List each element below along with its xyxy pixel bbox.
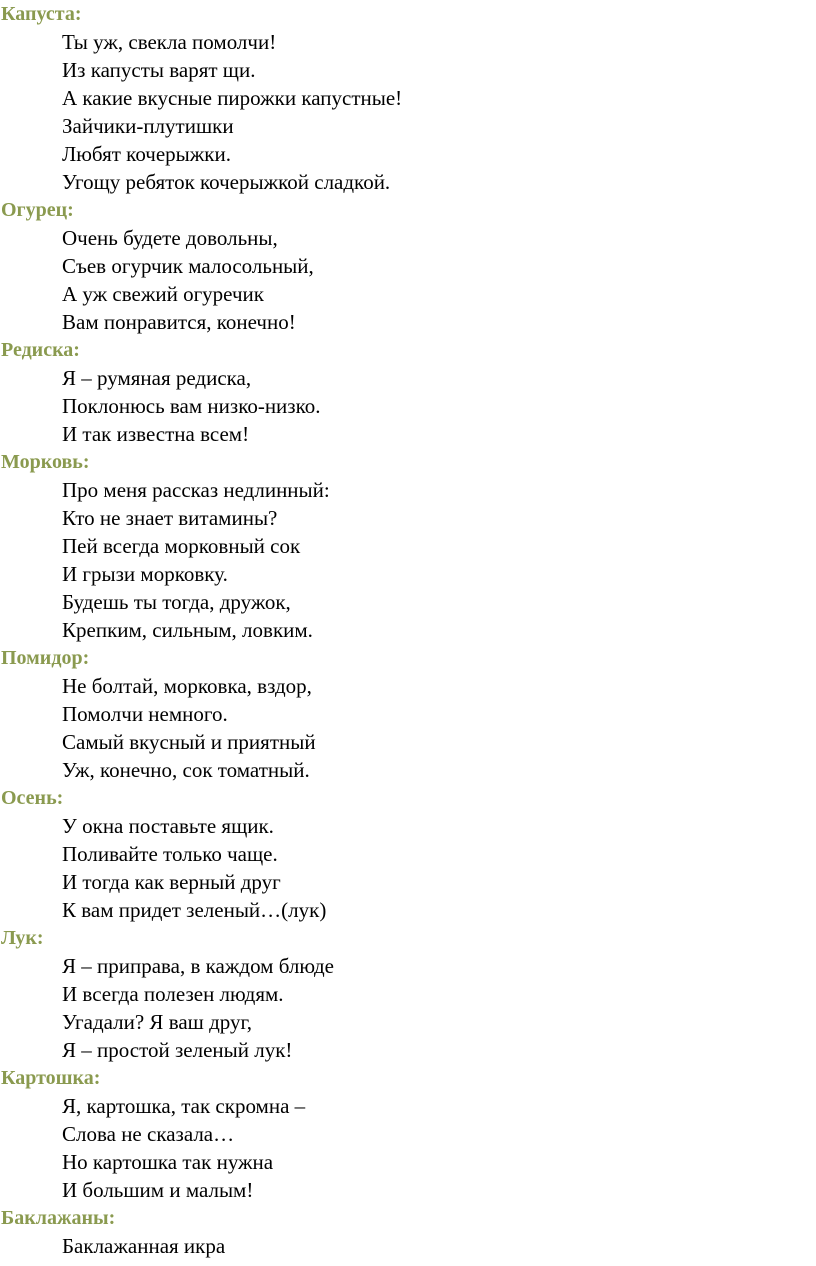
verse-line: Любят кочерыжки. <box>62 142 231 166</box>
dialogue-block <box>0 336 816 448</box>
verse-line: Я, картошка, так скромна – <box>62 1094 306 1118</box>
verse-line: Поклонюсь вам низко-низко. <box>62 394 321 418</box>
verse-line: И всегда полезен людям. <box>62 982 284 1006</box>
speaker-name: Баклажаны: <box>1 1207 116 1229</box>
dialogue-block <box>0 448 816 644</box>
verse-line: Про меня рассказ недлинный: <box>62 478 330 502</box>
dialogue-block <box>0 0 816 196</box>
verse-line: Крепким, сильным, ловким. <box>62 618 313 642</box>
verse-line: К вам придет зеленый…(лук) <box>62 898 327 922</box>
verse-line: И так известна всем! <box>62 422 250 446</box>
verse-line: Вам понравится, конечно! <box>62 310 296 334</box>
verse-line: Из капусты варят щи. <box>62 58 256 82</box>
verse-line: Я – румяная редиска, <box>62 366 252 390</box>
dialogue-block <box>0 1064 816 1204</box>
dialogue-block <box>0 196 816 336</box>
speaker-name: Капуста: <box>1 3 82 25</box>
speaker-name: Редиска: <box>1 339 80 361</box>
verse-line: Очень будете довольны, <box>62 226 278 250</box>
verse-line: Угощу ребяток кочерыжкой сладкой. <box>62 170 391 194</box>
speaker-name: Картошка: <box>1 1067 101 1089</box>
verse-line: Зайчики-плутишки <box>62 114 234 138</box>
speaker-name: Лук: <box>1 927 44 949</box>
verse-line: И тогда как верный друг <box>62 870 281 894</box>
verse-line: Пей всегда морковный сок <box>62 534 301 558</box>
verse-line: Я – простой зеленый лук! <box>62 1038 293 1062</box>
verse-line: Помолчи немного. <box>62 702 228 726</box>
dialogue-block <box>0 924 816 1064</box>
speaker-name: Морковь: <box>1 451 90 473</box>
verse-line: У окна поставьте ящик. <box>62 814 274 838</box>
verse-line: Слова не сказала… <box>62 1122 235 1146</box>
verse-line: Я – приправа, в каждом блюде <box>62 954 334 978</box>
verse-line: Угадали? Я ваш друг, <box>62 1010 252 1034</box>
dialogue-block <box>0 1204 816 1260</box>
verse-line: Кто не знает витамины? <box>62 506 278 530</box>
verse-line: Но картошка так нужна <box>62 1150 274 1174</box>
verse-line: Самый вкусный и приятный <box>62 730 316 754</box>
verse-line: И грызи морковку. <box>62 562 228 586</box>
dialogue-block <box>0 784 816 924</box>
verse-line: Не болтай, морковка, вздор, <box>62 674 312 698</box>
verse-line: Поливайте только чаще. <box>62 842 278 866</box>
verse-line: И большим и малым! <box>62 1178 254 1202</box>
speaker-name: Осень: <box>1 787 64 809</box>
speaker-name: Помидор: <box>1 647 90 669</box>
verse-line: Съев огурчик малосольный, <box>62 254 314 278</box>
verse-line: А какие вкусные пирожки капустные! <box>62 86 403 110</box>
verse-line: А уж свежий огуречик <box>62 282 264 306</box>
speaker-name: Огурец: <box>1 199 74 221</box>
verse-line: Будешь ты тогда, дружок, <box>62 590 291 614</box>
verse-line: Уж, конечно, сок томатный. <box>62 758 310 782</box>
dialogue-block <box>0 644 816 784</box>
verse-line: Баклажанная икра <box>62 1234 226 1258</box>
verse-line: Ты уж, свекла помолчи! <box>62 30 277 54</box>
